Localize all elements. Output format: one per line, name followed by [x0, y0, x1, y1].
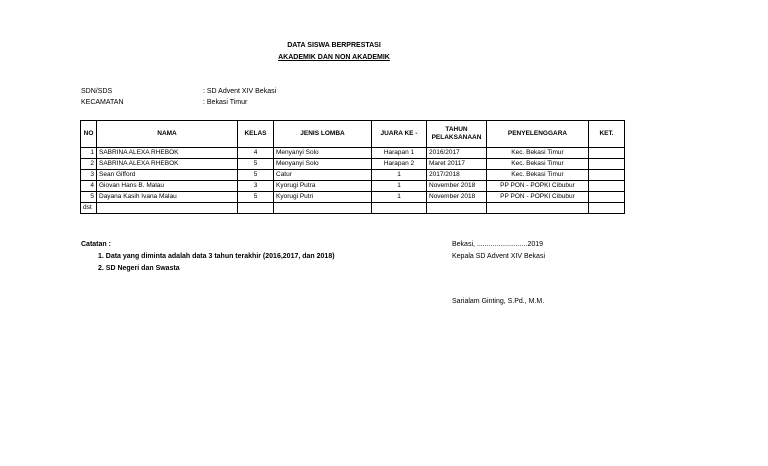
cell-organizer: Kec. Bekasi Timur [487, 159, 589, 170]
cell-name: Giovan Hans B. Malau [97, 181, 238, 192]
note-item: 2. SD Negeri dan Swasta [98, 265, 180, 272]
table-row [81, 192, 625, 203]
col-header-note: KET. [589, 121, 625, 148]
cell-year: 2017/2018 [427, 170, 487, 181]
col-header-name: NAMA [97, 121, 238, 148]
cell-empty [372, 203, 427, 214]
table-row [81, 170, 625, 181]
signature-place-date: Bekasi, ..........................2019 [452, 241, 544, 248]
cell-no: 4 [81, 181, 97, 192]
cell-empty [238, 203, 274, 214]
meta-value-school: : SD Advent XIV Bekasi [203, 88, 277, 95]
cell-empty [274, 203, 372, 214]
cell-rank: Harapan 1 [372, 148, 427, 159]
signature-name: Sarialam Ginting, S.Pd., M.M. [452, 298, 545, 305]
cell-no: 2 [81, 159, 97, 170]
table-header-row [81, 121, 625, 148]
col-header-no: NO [81, 121, 97, 148]
cell-organizer: PP PON - POPKI Cibubur [487, 192, 589, 203]
cell-year: November 2018 [427, 192, 487, 203]
meta-label-school: SDN/SDS [81, 88, 113, 95]
col-header-rank: JUARA KE - [372, 121, 427, 148]
cell-name: Dayana Kasih Ivana Malau [97, 192, 238, 203]
cell-class: 5 [238, 159, 274, 170]
cell-organizer: Kec. Bekasi Timur [487, 170, 589, 181]
cell-note [589, 170, 625, 181]
cell-competition: Menyanyi Solo [274, 148, 372, 159]
meta-value-district: : Bekasi Timur [203, 99, 248, 106]
cell-no: 5 [81, 192, 97, 203]
col-header-organizer: PENYELENGGARA [487, 121, 589, 148]
achievement-table [80, 120, 625, 214]
cell-empty [487, 203, 589, 214]
col-header-competition: JENIS LOMBA [274, 121, 372, 148]
col-header-class: KELAS [238, 121, 274, 148]
cell-class: 4 [238, 148, 274, 159]
cell-empty [589, 203, 625, 214]
cell-rank: 1 [372, 192, 427, 203]
cell-name: Sean Gifford [97, 170, 238, 181]
cell-competition: Menyanyi Solo [274, 159, 372, 170]
cell-year: Maret 20117 [427, 159, 487, 170]
table-row-continuation [81, 203, 625, 214]
cell-no: 1 [81, 148, 97, 159]
signature-position: Kepala SD Advent XIV Bekasi [452, 253, 545, 260]
cell-note [589, 159, 625, 170]
note-item: 1. Data yang diminta adalah data 3 tahun terakhir (2016,2017, dan 2018) [98, 253, 335, 260]
cell-competition: Kyorugi Putri [274, 192, 372, 203]
cell-class: 3 [238, 181, 274, 192]
cell-no: 3 [81, 170, 97, 181]
cell-organizer: Kec. Bekasi Timur [487, 148, 589, 159]
cell-competition: Kyorugi Putra [274, 181, 372, 192]
notes-heading: Catatan : [81, 241, 111, 248]
cell-dst: dst [81, 203, 97, 214]
cell-empty [97, 203, 238, 214]
table-row [81, 181, 625, 192]
table-row [81, 159, 625, 170]
cell-rank: 1 [372, 170, 427, 181]
cell-class: 5 [238, 170, 274, 181]
cell-name: SABRINA ALEXA RHEBOK [97, 148, 238, 159]
meta-label-district: KECAMATAN [81, 99, 124, 106]
table-row [81, 148, 625, 159]
col-header-year: TAHUN PELAKSANAAN [427, 121, 487, 148]
cell-note [589, 148, 625, 159]
cell-note [589, 192, 625, 203]
cell-empty [427, 203, 487, 214]
cell-competition: Catur [274, 170, 372, 181]
cell-rank: Harapan 2 [372, 159, 427, 170]
cell-class: 5 [238, 192, 274, 203]
cell-organizer: PP PON - POPKI Cibubur [487, 181, 589, 192]
cell-rank: 1 [372, 181, 427, 192]
document-subtitle: AKADEMIK DAN NON AKADEMIK [278, 54, 390, 61]
document-title: DATA SISWA BERPRESTASI [287, 42, 381, 49]
cell-name: SABRINA ALEXA RHEBOK [97, 159, 238, 170]
cell-note [589, 181, 625, 192]
cell-year: November 2018 [427, 181, 487, 192]
cell-year: 2016/2017 [427, 148, 487, 159]
